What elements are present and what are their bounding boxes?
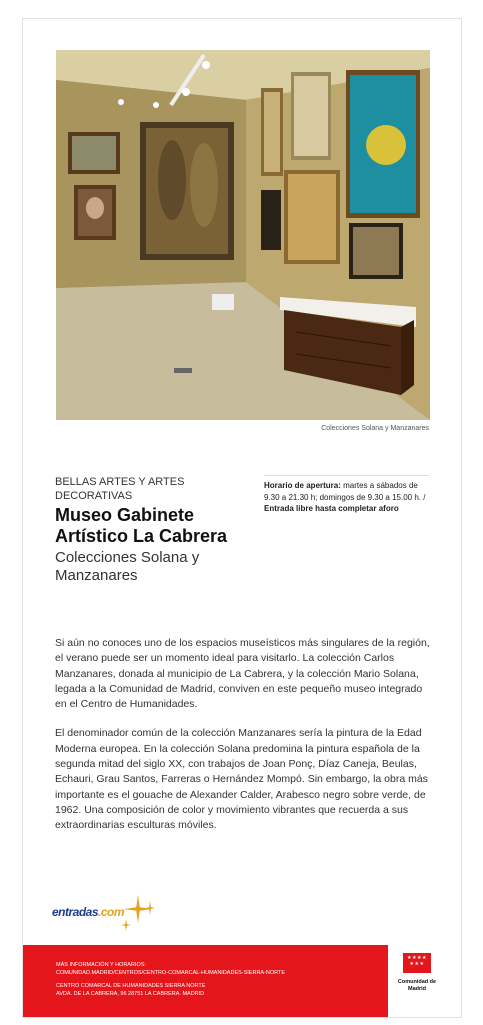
article-body	[55, 636, 435, 848]
hours-label: Horario de apertura:	[264, 481, 341, 490]
footer-url[interactable]: COMUNIDAD.MADRID/CENTROS/CENTRO-COMARCAL-HUMANIDADES-SIERRA-NORTE	[56, 969, 286, 976]
logo-ext-text: .com	[98, 905, 125, 919]
footer-center-name: CENTRO COMARCAL DE HUMANIDADES SIERRA NORTE	[56, 983, 206, 989]
photo-caption: Colecciones Solana y Manzanares	[321, 425, 429, 432]
page-subtitle: Colecciones Solana y Manzanares	[55, 549, 200, 584]
sparkle-icon	[114, 893, 162, 933]
hours-text: martes a sábados de 9.30 a 21.30 h; domingos de 9.30 a 15.00 h. /	[264, 481, 426, 502]
page-title: Museo Gabinete Artístico La Cabrera	[55, 505, 228, 546]
madrid-flag-icon	[403, 953, 431, 973]
flag-stars: ★★★★ ★★★	[407, 955, 427, 967]
comunidad-madrid-logo	[388, 945, 461, 1017]
logo-main-text: entradas	[52, 905, 99, 919]
museum-gallery-illustration	[56, 50, 430, 420]
footer-more-info: MÁS INFORMACIÓN Y HORARIOS:	[56, 962, 146, 968]
brand-name: Comunidad de Madrid	[397, 979, 437, 992]
footer-bar	[23, 945, 461, 1017]
footer-info	[56, 962, 285, 998]
museum-photo	[56, 50, 430, 420]
footer-address: AVDA. DE LA CABRERA, 96 28751 LA CABRERA. MADRID	[56, 990, 205, 997]
hours-note: Entrada libre hasta completar aforo	[264, 504, 399, 513]
section-kicker: BELLAS ARTES Y ARTES DECORATIVAS	[55, 476, 185, 502]
entradas-logo[interactable]	[52, 893, 162, 933]
paragraph-2: El denominador común de la colección Manzanares sería la pintura de la Edad Moderna europea. En la colección Solana predomina la pintura española de la segunda mitad del siglo XX, con trabajos de Joan Ponç, Díaz Caneja, Beulas, Echauri, Grau Santos, Farreras o Hernández Mompó. Sin embargo, la obra más importante es el gouache de Alexander Calder, Arabesco negro sobre verde, de 1962. Una composición de color y movimiento vibrantes que recuerda a sus extraordinarias esculturas móviles.	[55, 727, 428, 832]
opening-hours	[264, 475, 429, 515]
paragraph-1: Si aún no conoces uno de los espacios museísticos más singulares de la región, el verano puede ser un momento ideal para visitarlo. La colección Carlos Manzanares, donada al municipio de La Cabrera, y la colección Mario Solana, legada a la Comunidad de Madrid, conviven en este pequeño museo integrado en el Centro de Humanidades.	[55, 637, 430, 711]
